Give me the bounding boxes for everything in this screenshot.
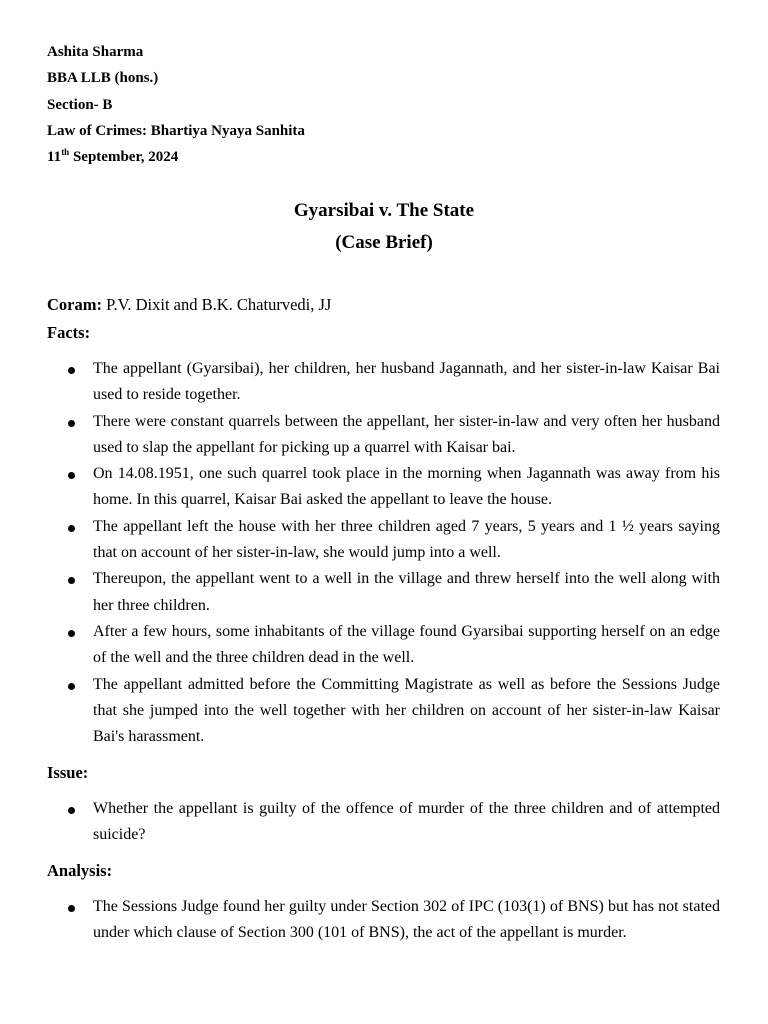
document-subtitle: (Case Brief) bbox=[335, 232, 433, 253]
analysis-list bbox=[47, 894, 720, 947]
list-item bbox=[47, 514, 720, 567]
fact-text: After a few hours, some inhabitants of the village found Gyarsibai supporting herself on an edge of the well and the three children dead in the well. bbox=[93, 622, 720, 667]
fact-text: The appellant admitted before the Committing Magistrate as well as before the Sessions Judge that she jumped into the well together with her children on account of her sister-in-law Kaisar Bai's harassment. bbox=[93, 675, 720, 746]
issue-heading: Issue: bbox=[47, 763, 89, 782]
course-name: BBA LLB (hons.) bbox=[47, 70, 159, 87]
bullet-icon bbox=[68, 807, 75, 814]
list-item bbox=[47, 796, 720, 849]
bullet-icon bbox=[68, 577, 75, 584]
date-day: 11 bbox=[47, 149, 62, 166]
author-header bbox=[47, 42, 305, 173]
subject-name: Law of Crimes: Bhartiya Nyaya Sanhita bbox=[47, 122, 305, 139]
bullet-icon bbox=[68, 683, 75, 690]
list-item bbox=[47, 409, 720, 462]
bullet-icon bbox=[68, 420, 75, 427]
issue-list bbox=[47, 796, 720, 849]
submission-date bbox=[47, 147, 305, 173]
issue-text: Whether the appellant is guilty of the offence of murder of the three children and of attempted suicide? bbox=[93, 800, 720, 844]
fact-text: There were constant quarrels between the appellant, her sister-in-law and very often her husband used to slap the appellant for picking up a quarrel with Kaisar bai. bbox=[93, 412, 720, 456]
coram-line bbox=[47, 295, 331, 315]
author-name: Ashita Sharma bbox=[47, 44, 144, 60]
facts-list bbox=[47, 356, 720, 750]
list-item bbox=[47, 566, 720, 619]
coram-value: P.V. Dixit and B.K. Chaturvedi, JJ bbox=[101, 295, 332, 314]
date-rest: September, 2024 bbox=[69, 149, 179, 166]
bullet-icon bbox=[68, 367, 75, 374]
bullet-icon bbox=[68, 905, 75, 912]
list-item bbox=[47, 894, 720, 947]
list-item bbox=[47, 619, 720, 672]
list-item bbox=[47, 356, 720, 409]
section-name: Section- B bbox=[47, 96, 113, 113]
coram-label: Coram: bbox=[47, 295, 102, 314]
date-suffix: th bbox=[61, 147, 70, 158]
fact-text: The appellant left the house with her three children aged 7 years, 5 years and 1 ½ years saying that on account of her sister-in-law, she would jump into a well. bbox=[93, 517, 720, 562]
list-item bbox=[47, 672, 720, 751]
list-item bbox=[47, 461, 720, 514]
bullet-icon bbox=[68, 472, 75, 479]
fact-text: The appellant (Gyarsibai), her children, her husband Jagannath, and her sister-in-law Kaisar Bai used to reside together. bbox=[93, 360, 720, 404]
bullet-icon bbox=[68, 630, 75, 637]
fact-text: Thereupon, the appellant went to a well in the village and threw herself into the well along with her three children. bbox=[93, 570, 720, 614]
analysis-text: The Sessions Judge found her guilty under Section 302 of IPC (103(1) of BNS) but has not stated under which clause of Section 300 (101 of BNS), the act of the appellant is murder. bbox=[93, 898, 720, 942]
document-title: Gyarsibai v. The State bbox=[293, 200, 475, 221]
fact-text: On 14.08.1951, one such quarrel took place in the morning when Jagannath was away from his home. In this quarrel, Kaisar Bai asked the appellant to leave the house. bbox=[93, 465, 720, 509]
analysis-heading: Analysis: bbox=[47, 861, 113, 880]
facts-heading: Facts: bbox=[47, 323, 91, 342]
bullet-icon bbox=[68, 525, 75, 532]
